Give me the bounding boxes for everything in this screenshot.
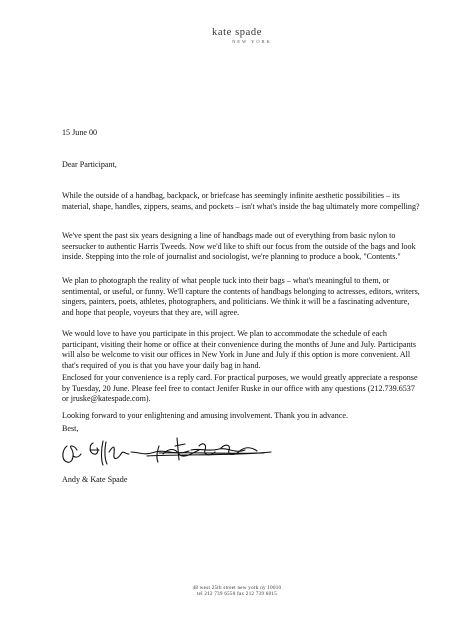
- brand-name: kate spade: [211, 27, 263, 38]
- paragraph-1: While the outside of a handbag, backpack, or briefcase has seemingly infinite aesthetic possibilities – its material, shape, handles, zippers, seams, and pockets – isn't what's inside the bag ultimately more compelling?: [62, 191, 420, 211]
- signer-names: Andy & Kate Spade: [62, 475, 128, 484]
- paragraph-5: Enclosed for your convenience is a reply card. For practical purposes, we would greatly appreciate a response by Tuesday, 20 June. Please feel free to contact Jenifer Ruske in our office with any questions (212.739.6537 or jruske@katespade.com).: [62, 373, 418, 404]
- letterhead-footer: [0, 586, 474, 599]
- paragraph-4: We would love to have you participate in this project. We plan to accommodate the schedule of each participant, visiting their home or office at their convenience during the months of June and July. Participants will also be welcome to visit our offices in New York in June and July if this option is more convenient. All that's required of you is that you have your daily bag in hand.: [62, 329, 417, 370]
- paragraph-6: Looking forward to your enlightening and amusing involvement. Thank you in advance.: [62, 411, 348, 421]
- letter-date: 15 June 00: [62, 128, 98, 137]
- paragraph-2: We've spent the past six years designing a line of handbags made out of everything from basic nylon to seersucker to authentic Harris Tweeds. Now we'd like to shift our focus from the outside of the bags and look inside. Stepping into the role of journalist and sociologist, we're planning to produce a book, "Contents.": [62, 231, 416, 262]
- salutation: Dear Participant,: [62, 160, 117, 169]
- signature-image: [59, 432, 299, 470]
- footer-address: 48 west 25th street new york ny 10010: [192, 586, 282, 591]
- footer-phones: tel 212 739 6550 fax 212 739 6015: [196, 592, 278, 598]
- closing: Best,: [62, 424, 79, 433]
- brand-city: NEW YORK: [232, 39, 272, 44]
- letterhead: [0, 27, 474, 44]
- paragraph-3: We plan to photograph the reality of what people tuck into their bags – what's meaningful to them, or sentimental, or useful, or funny. We'll capture the contents of handbags belonging to actresses, editors, writers, singers, painters, poets, athletes, photographers, and politicians. We think it will be a fascinating adventure, and hope that people, voyeurs that they are, will agree.: [62, 276, 420, 317]
